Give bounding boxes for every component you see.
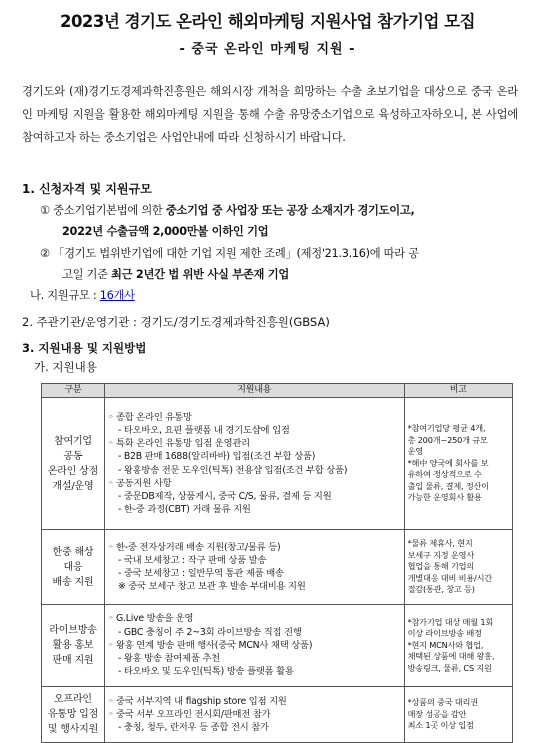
table-cell-note xyxy=(404,530,512,605)
table-row xyxy=(42,687,513,743)
eligibility-item-2: ② 「경기도 법위반기업에 대한 기업 지원 제한 조례」(제정'21.3.16)에 따라 공 xyxy=(40,247,419,260)
table-cell-content-line: - 국내 보세창고 : 작구 판매 상품 발송 xyxy=(117,554,267,566)
table-cell-content xyxy=(104,605,404,687)
page-subtitle: - 중국 온라인 마케팅 지원 - xyxy=(179,42,356,57)
table-cell-note-line: 개별대응 대비 비용/시간 xyxy=(407,572,493,583)
table-header: 지원내용 xyxy=(104,384,404,398)
support-scale xyxy=(30,287,135,303)
table-cell-note-line: 채택된 상품에 대해 왕홍, xyxy=(407,651,495,662)
table-cell-category xyxy=(42,398,105,530)
table-cell-category-line: 배송 지원 xyxy=(52,576,94,588)
table-cell-content xyxy=(104,530,404,605)
table-cell-content-line: ◦ 왕홍 연계 방송 판매 행사(중국 MCN사 채택 상품) xyxy=(107,639,313,651)
table-cell-note-line: *상품의 중국 대리권 xyxy=(407,697,478,708)
table-cell-content-line: - B2B 판매 1688(알리바바) 입점(조건 부합 상품) xyxy=(117,451,316,463)
table-cell-note-line: 방송링크, 물류, CS 지원 xyxy=(407,662,492,673)
table-row xyxy=(42,605,513,687)
table-row xyxy=(42,530,513,605)
table-header: 구분 xyxy=(42,384,105,398)
table-cell-content-line: - 왕홍 방송 참여제품 추천 xyxy=(117,653,220,665)
support-table xyxy=(41,383,513,743)
table-cell-note-line: *물류 제휴사, 현지 xyxy=(407,538,473,549)
table-cell-category-line: 오프라인 xyxy=(54,694,92,705)
table-cell-content xyxy=(104,687,404,743)
table-header-row xyxy=(42,384,513,398)
table-cell-note-line: 운영 xyxy=(407,446,423,457)
table-cell-content-line: ◦ 공동지원 사항 xyxy=(107,477,172,489)
table-cell-category-line: 공동 xyxy=(63,450,83,462)
eligibility-item-1-line2: 2022년 수출금액 2,000만불 이하인 기업 xyxy=(62,225,269,238)
table-cell-category-line: 개설/운영 xyxy=(52,480,94,492)
table-row xyxy=(42,398,513,530)
table-cell-note-line: 가능한 운영회사 활용 xyxy=(407,492,482,503)
table-cell-content-line: - 타오바오, 요핀 플랫폼 내 경기도샵에 입점 xyxy=(117,424,290,436)
table-cell-note-line: 이상 라이브방송 배정 xyxy=(407,628,482,639)
table-cell-category-line: 활용 홍보 xyxy=(52,640,94,651)
table-cell-note xyxy=(404,605,512,687)
section3-heading: 3. 지원내용 및 지원방법 xyxy=(22,341,147,355)
table-cell-content-line: - 중국 보세창고 : 일반무역 통관 제품 배송 xyxy=(117,568,284,579)
section1-heading: 1. 신청자격 및 지원규모 xyxy=(22,182,152,196)
table-cell-content-line: ◦ 중국 서부지역 내 flagship store 입점 지원 xyxy=(107,695,287,707)
table-cell-content-line: ※ 중국 보세구 창고 보관 후 발송 부대비용 지원 xyxy=(117,581,306,593)
table-cell-category-line: 및 행사지원 xyxy=(47,724,99,735)
table-cell-category-line: 판매 지원 xyxy=(52,655,94,666)
table-cell-note-line: 유하여 정상적으로 수 xyxy=(407,469,482,480)
table-cell-category-line: 한중 해상 xyxy=(52,546,94,558)
table-cell-content-line: - 충칭, 청두, 란저우 등 종합 전시 참가 xyxy=(117,722,269,734)
table-cell-note-line: 최소 1곳 이상 입점 xyxy=(407,720,474,731)
table-cell-category xyxy=(42,605,105,687)
table-cell-content-line: ◦ 중국 서부 오프라인 전시회/판매전 참가 xyxy=(107,708,271,720)
table-cell-content-line: ◦ 특화 온라인 유통망 입점 운영관리 xyxy=(107,438,250,450)
table-cell-note-line: *참여기업당 평균 4개, xyxy=(407,423,486,434)
section2-text: 2. 주관기관/운영기관 : 경기도/경기도경제과학진흥원(GBSA) xyxy=(22,315,330,329)
table-cell-content-line: - GBC 충칭이 주 2~3회 라이브방송 직접 진행 xyxy=(117,626,302,638)
table-cell-note-line: *해中 양국에 회사를 보 xyxy=(407,457,489,468)
table-cell-note xyxy=(404,398,512,530)
table-cell-note-line: 매장 성공을 감안 xyxy=(407,708,467,719)
table-cell-content-line: ◦ 종합 온라인 유통망 xyxy=(107,411,192,423)
section3-subheading: 가. 지원내용 xyxy=(34,360,97,374)
table-cell-content-line: - 한-중 과정(CBT) 거래 물류 지원 xyxy=(117,504,251,516)
page-title: 2023년 경기도 온라인 해외마케팅 지원사업 참가기업 모집 xyxy=(59,12,476,31)
table-cell-content-line: ◦ 한-중 전자상거래 배송 지원(창고/물류 등) xyxy=(107,541,281,553)
eligibility-item-1-text: ① 중소기업기본법에 의한 xyxy=(40,204,166,217)
eligibility-item-1 xyxy=(40,202,415,218)
table-cell-category-line: 라이브방송 xyxy=(49,625,97,636)
table-cell-content-line: ◦ G.Live 방송을 운영 xyxy=(107,613,194,625)
table-cell-note-line: *현지 MCN사와 협업, xyxy=(407,639,484,650)
table-cell-note-line: 보세구 지정 운영사 xyxy=(407,549,475,560)
table-cell-note-line: 총 200개~250개 규모 xyxy=(407,434,488,445)
table-cell-note-line: *참가기업 대상 매월 1회 xyxy=(407,616,494,627)
table-header: 비고 xyxy=(404,384,512,398)
table-cell-category xyxy=(42,530,105,605)
table-cell-category-line: 참여기업 xyxy=(54,435,92,447)
table-cell-category-line: 온라인 상점 xyxy=(47,465,99,477)
table-cell-content xyxy=(104,398,404,530)
support-scale-link[interactable]: 16개사 xyxy=(99,289,135,302)
table-cell-content-line: - 왕홍방송 전문 도우인(틱톡) 전용샵 입점(조건 부합 상품) xyxy=(117,464,348,476)
support-scale-label: 나. 지원규모 : xyxy=(30,289,100,302)
eligibility-item-2-line2 xyxy=(62,266,289,282)
table-cell-content-line: - 중문DB제작, 상품게시, 중국 C/S, 물류, 결제 등 지원 xyxy=(117,490,332,502)
table-cell-note xyxy=(404,687,512,743)
table-cell-content-line: - 타오바오 및 도우인(틱톡) 방송 플랫폼 활용 xyxy=(117,666,294,678)
table-cell-note-line: 절감(통관, 창고 등) xyxy=(407,584,475,595)
table-cell-category-line: 유통망 입점 xyxy=(47,709,99,720)
eligibility-item-2-bold: 최근 2년간 법 위반 사실 부존재 기업 xyxy=(111,268,289,281)
table-cell-note-line: 협업을 통해 기업의 xyxy=(407,561,475,572)
intro-paragraph: 경기도와 (재)경기도경제과학진흥원은 해외시장 개척을 희망하는 수출 초보기업을 대상으로 중국 온라인 마케팅 지원을 활용한 해외마케팅 지원을 통해 수출 유망중소기업으로 육성하고자하오니, 본 사업에 참여하고자 하는 중소기업은 사업안내에 따라 신청하시기 바랍니다. xyxy=(22,85,518,144)
table-cell-note-line: 출입 물류, 결제, 정산이 xyxy=(407,480,489,491)
table-cell-category-line: 대응 xyxy=(63,561,83,573)
eligibility-item-2-text: 고일 기준 xyxy=(62,268,112,281)
eligibility-item-1-bold: 중소기업 중 사업장 또는 공장 소재지가 경기도이고, xyxy=(165,204,415,217)
table-cell-category xyxy=(42,687,105,743)
